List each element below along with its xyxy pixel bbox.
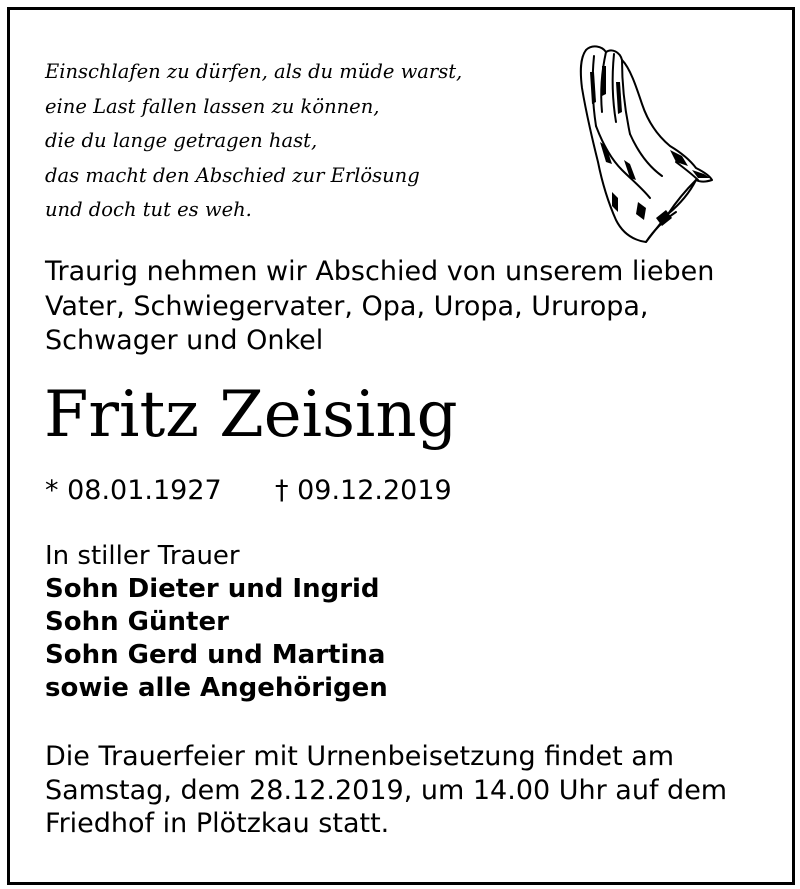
poem-line: das macht den Abschied zur Erlösung	[45, 163, 420, 187]
mourner-name: Sohn Dieter und Ingrid	[45, 574, 380, 604]
mourner-name: sowie alle Angehörigen	[45, 673, 388, 703]
intro-text	[45, 255, 714, 359]
funeral-line: Friedhof in Plötzkau statt.	[45, 808, 390, 839]
poem-line: und doch tut es weh.	[45, 198, 252, 221]
intro-line: Schwager und Onkel	[45, 325, 324, 356]
intro-line: Traurig nehmen wir Abschied von unserem lieben	[45, 256, 715, 287]
praying-hands-icon	[572, 42, 714, 248]
poem-line: Einschlafen zu dürfen, als du müde warst,	[45, 60, 463, 83]
funeral-notice	[45, 740, 727, 841]
birth-date: * 08.01.1927	[45, 475, 222, 506]
funeral-line: Samstag, dem 28.12.2019, um 14.00 Uhr auf dem	[45, 774, 728, 806]
poem-line: die du lange getragen hast,	[45, 129, 318, 152]
mourner-name: Sohn Gerd und Martina	[45, 640, 386, 670]
mourner-name: Sohn Günter	[45, 607, 229, 637]
death-date: † 09.12.2019	[275, 475, 452, 506]
life-dates	[45, 474, 452, 508]
mourners-heading: In stiller Trauer	[45, 541, 240, 571]
funeral-line: Die Trauerfeier mit Urnenbeisetzung findet am	[45, 741, 675, 772]
mourners-list	[45, 540, 388, 705]
poem	[45, 55, 462, 228]
poem-line: eine Last fallen lassen zu können,	[45, 94, 380, 118]
deceased-name: Fritz Zeising	[44, 378, 458, 452]
intro-line: Vater, Schwiegervater, Opa, Uropa, Ururopa,	[45, 290, 649, 322]
